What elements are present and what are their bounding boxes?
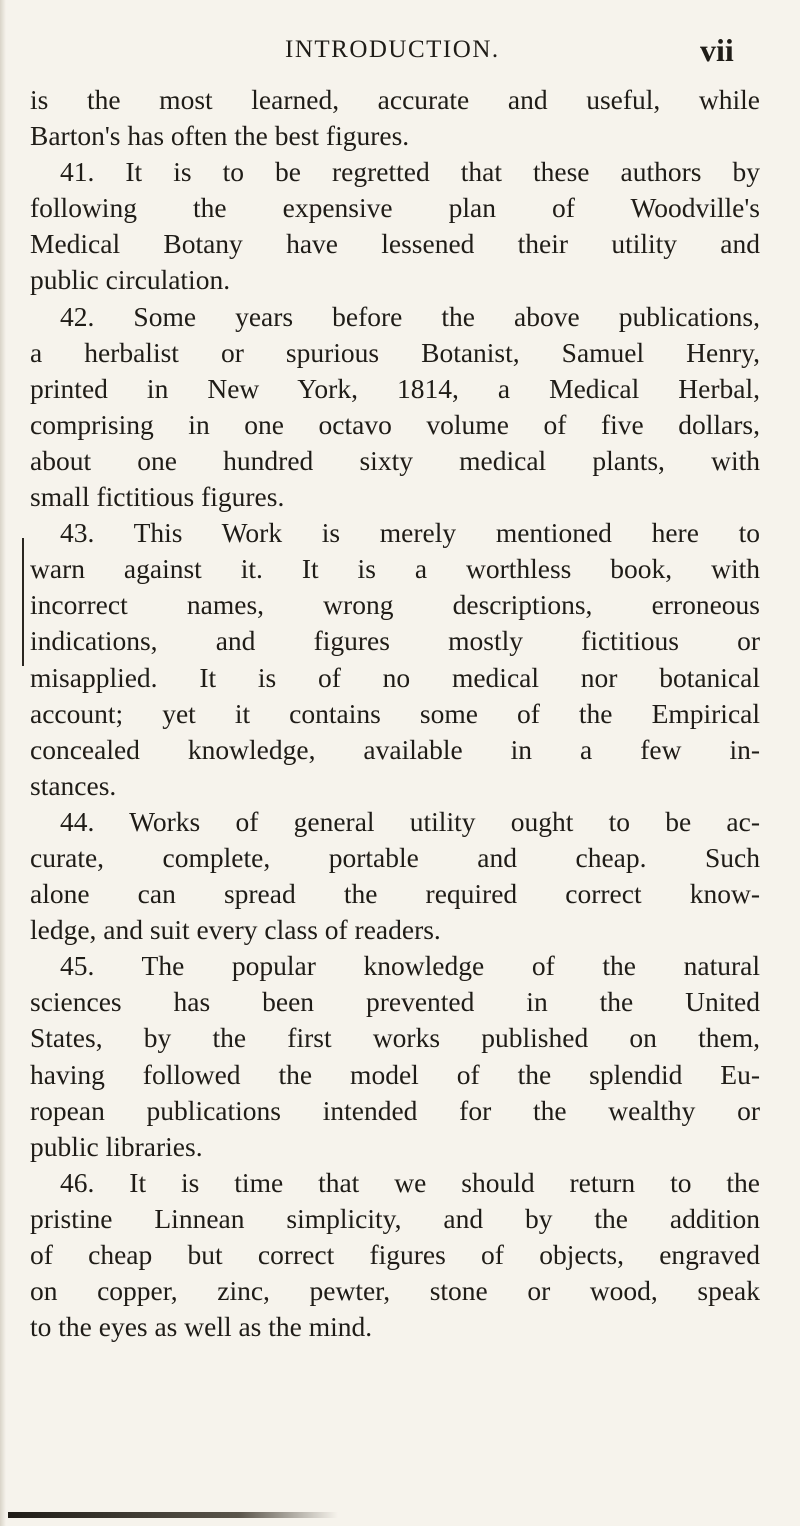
margin-rule	[22, 538, 24, 666]
text-line: 42. Some years before the above publications,	[60, 300, 760, 332]
text-line: curate, complete, portable and cheap. Such	[30, 841, 760, 873]
text-line: small fictitious figures.	[30, 481, 285, 513]
running-head: INTRODUCTION.	[285, 36, 500, 63]
text-line: is the most learned, accurate and useful, while	[30, 84, 760, 115]
text-line: to the eyes as well as the mind.	[30, 1311, 373, 1343]
text-line: warn against it. It is a worthless book, with	[30, 553, 760, 585]
text-line: pristine Linnean simplicity, and by the addition	[30, 1202, 760, 1234]
text-line: public libraries.	[30, 1130, 203, 1162]
text-line: 41. It is to be regretted that these authors by	[60, 156, 760, 188]
text-line: a herbalist or spurious Botanist, Samuel Henry,	[30, 336, 760, 368]
text-line: of cheap but correct figures of objects, engraved	[30, 1239, 760, 1270]
text-line: having followed the model of the splendid Eu-	[30, 1058, 760, 1090]
text-line: 46. It is time that we should return to the	[60, 1166, 760, 1198]
text-line: on copper, zinc, pewter, stone or wood, speak	[30, 1275, 760, 1307]
text-line: indications, and figures mostly fictitious or	[30, 625, 760, 657]
text-line: Medical Botany have lessened their utility and	[30, 228, 760, 260]
text-line: States, by the first works published on them,	[30, 1022, 760, 1054]
text-line: ropean publications intended for the wealthy or	[30, 1094, 760, 1126]
text-line: 45. The popular knowledge of the natural	[60, 950, 760, 982]
text-line: sciences has been prevented in the United	[30, 986, 760, 1018]
text-line: 44. Works of general utility ought to be ac-	[60, 805, 760, 837]
text-line: public circulation.	[30, 264, 231, 296]
page-header	[0, 32, 800, 76]
text-line: alone can spread the required correct know-	[30, 878, 760, 910]
page-gutter-edge	[0, 0, 6, 1526]
text-line: Barton's has often the best figures.	[30, 120, 410, 152]
body-text	[30, 82, 760, 1345]
text-line: incorrect names, wrong descriptions, erroneous	[30, 589, 760, 621]
text-line: misapplied. It is of no medical nor botanical	[30, 661, 760, 693]
text-line: account; yet it contains some of the Empirical	[30, 697, 760, 729]
text-line: stances.	[30, 769, 117, 801]
page-number: vii	[700, 32, 734, 68]
text-line: concealed knowledge, available in a few in-	[30, 733, 760, 765]
text-line: about one hundred sixty medical plants, with	[30, 444, 760, 476]
text-line: comprising in one octavo volume of five dollars,	[30, 408, 760, 440]
text-line: following the expensive plan of Woodville's	[30, 192, 760, 224]
bottom-rule	[8, 1512, 338, 1518]
text-line: 43. This Work is merely mentioned here to	[60, 517, 760, 549]
text-line: ledge, and suit every class of readers.	[30, 914, 441, 946]
text-line: printed in New York, 1814, a Medical Herbal,	[30, 372, 760, 404]
